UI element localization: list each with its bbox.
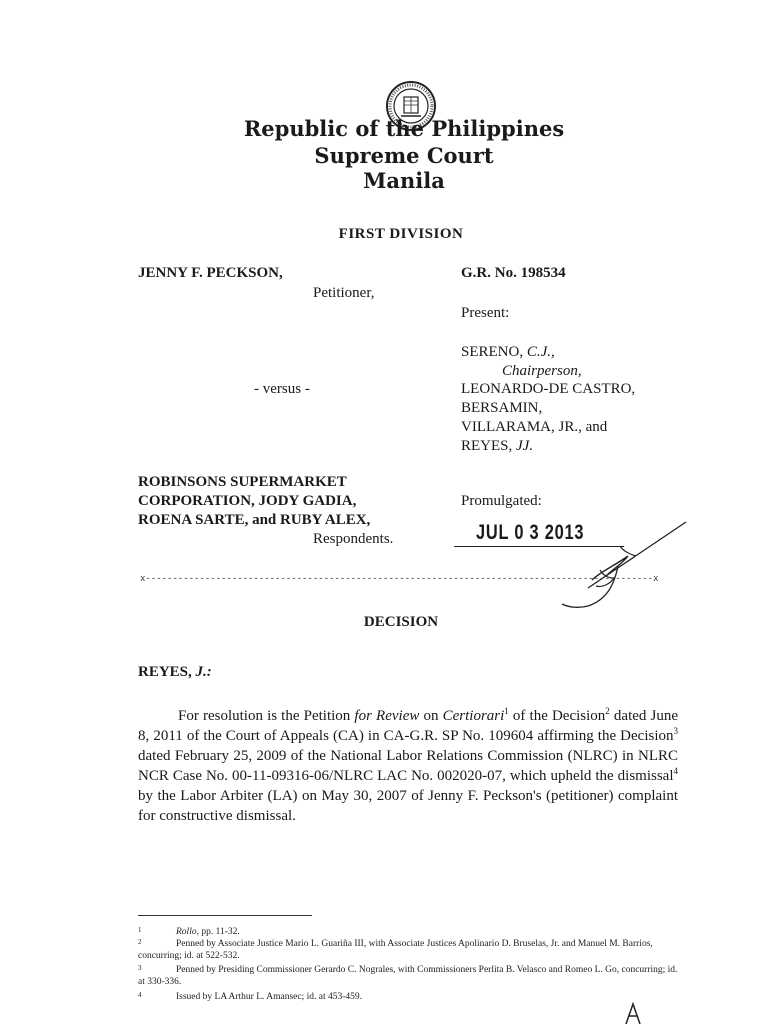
- decision-title: DECISION: [363, 614, 439, 630]
- present-label: Present:: [461, 305, 510, 321]
- footnote-1-pages: , pp. 11-32.: [196, 927, 240, 937]
- respondents-line-3: ROENA SARTE, and RUBY ALEX,: [138, 512, 371, 528]
- footnote-3: [138, 964, 678, 988]
- body-text-g: dated February 25, 2009 of the National Labor Relations Commission (NLRC) in NLRC NCR Case No. 00-11-09316-06/NLRC LAC No. 002020-07, which upheld the dismissal: [138, 748, 678, 784]
- footnote-ref-3: 3: [673, 726, 678, 736]
- bench-justice-4-name: REYES,: [461, 438, 513, 454]
- ponente-name: REYES,: [138, 664, 192, 680]
- footnote-4-text: Issued by LA Arthur L. Amansec; id. at 453-459.: [176, 992, 363, 1002]
- body-text-b: for Review: [354, 708, 420, 724]
- body-text-d: Certiorari: [442, 708, 505, 724]
- bench-chief-suffix: C.J.,: [526, 344, 555, 360]
- body-text-h: by the Labor Arbiter (LA) on May 30, 2007 of Jenny F. Peckson's (petitioner) complaint for constructive dismissal.: [138, 788, 678, 824]
- body-paragraph-1: [138, 706, 678, 826]
- versus-label: - versus -: [254, 381, 310, 397]
- promulgated-date-stamp: JUL 0 3 2013: [476, 521, 585, 544]
- ponente-line: [138, 663, 212, 681]
- ponente-suffix: J.:: [195, 664, 212, 680]
- body-text-a: For resolution is the Petition: [178, 708, 351, 724]
- footnote-4: [138, 991, 678, 1003]
- division-title: FIRST DIVISION: [338, 226, 464, 242]
- body-text-c: on: [423, 708, 439, 724]
- footnote-4-number: 4: [138, 991, 142, 999]
- footnote-ref-4: 4: [673, 766, 678, 776]
- footnote-2-text: Penned by Associate Justice Mario L. Guariña III, with Associate Justices Apolinario D. Bruselas, Jr. and Manuel M. Barrios, concurring; id. at 522-532.: [138, 939, 653, 961]
- body-text-f: dated June 8, 2011 of the Court of Appeals (CA) in CA-G.R. SP No. 109604 affirming the Decision: [138, 708, 679, 744]
- petitioner-role: Petitioner,: [313, 285, 375, 301]
- respondents-role: Respondents.: [313, 531, 394, 547]
- gr-number: G.R. No. 198534: [461, 265, 566, 281]
- respondents-line-2: CORPORATION, JODY GADIA,: [138, 493, 357, 509]
- footnote-2-number: 2: [138, 938, 142, 946]
- footnote-ref-2: 2: [605, 706, 610, 716]
- bench-justice-4: [461, 437, 533, 455]
- footnote-1-number: 1: [138, 926, 142, 934]
- promulgated-label: Promulgated:: [461, 493, 542, 509]
- caption-separator: x----------------------------------------------------------------------------------------------x: [140, 574, 659, 584]
- respondents-line-1: ROBINSONS SUPERMARKET: [138, 474, 347, 490]
- bench-justice-1: LEONARDO-DE CASTRO,: [461, 381, 636, 397]
- footnote-rule: [138, 915, 312, 916]
- footnote-2: [138, 938, 678, 962]
- bench-chairperson: Chairperson,: [502, 363, 582, 379]
- bench-justice-4-suffix: JJ.: [516, 438, 534, 454]
- footnote-3-number: 3: [138, 964, 142, 972]
- footnote-ref-1: 1: [504, 706, 509, 716]
- footnote-1-rollo: Rollo: [176, 927, 197, 937]
- bench-chief-name: SERENO,: [461, 344, 524, 360]
- initial-mark-icon: [622, 1002, 644, 1024]
- body-text-e: of the Decision: [512, 708, 606, 724]
- petitioner-name: JENNY F. PECKSON,: [138, 265, 283, 281]
- bench-chief: [461, 343, 555, 361]
- footnote-1: [138, 926, 676, 938]
- signature-mark-icon: [548, 516, 690, 612]
- header-manila: Manila: [363, 168, 445, 193]
- bench-justice-3: VILLARAMA, JR., and: [461, 419, 608, 435]
- footnote-3-text: Penned by Presiding Commissioner Gerardo C. Nograles, with Commissioners Perlita B. Velasco and Romeo L. Go, concurring; id. at 330-336.: [138, 965, 678, 987]
- header-republic: Republic of the Philippines: [243, 116, 565, 141]
- header-supreme-court: Supreme Court: [314, 143, 494, 168]
- bench-justice-2: BERSAMIN,: [461, 400, 543, 416]
